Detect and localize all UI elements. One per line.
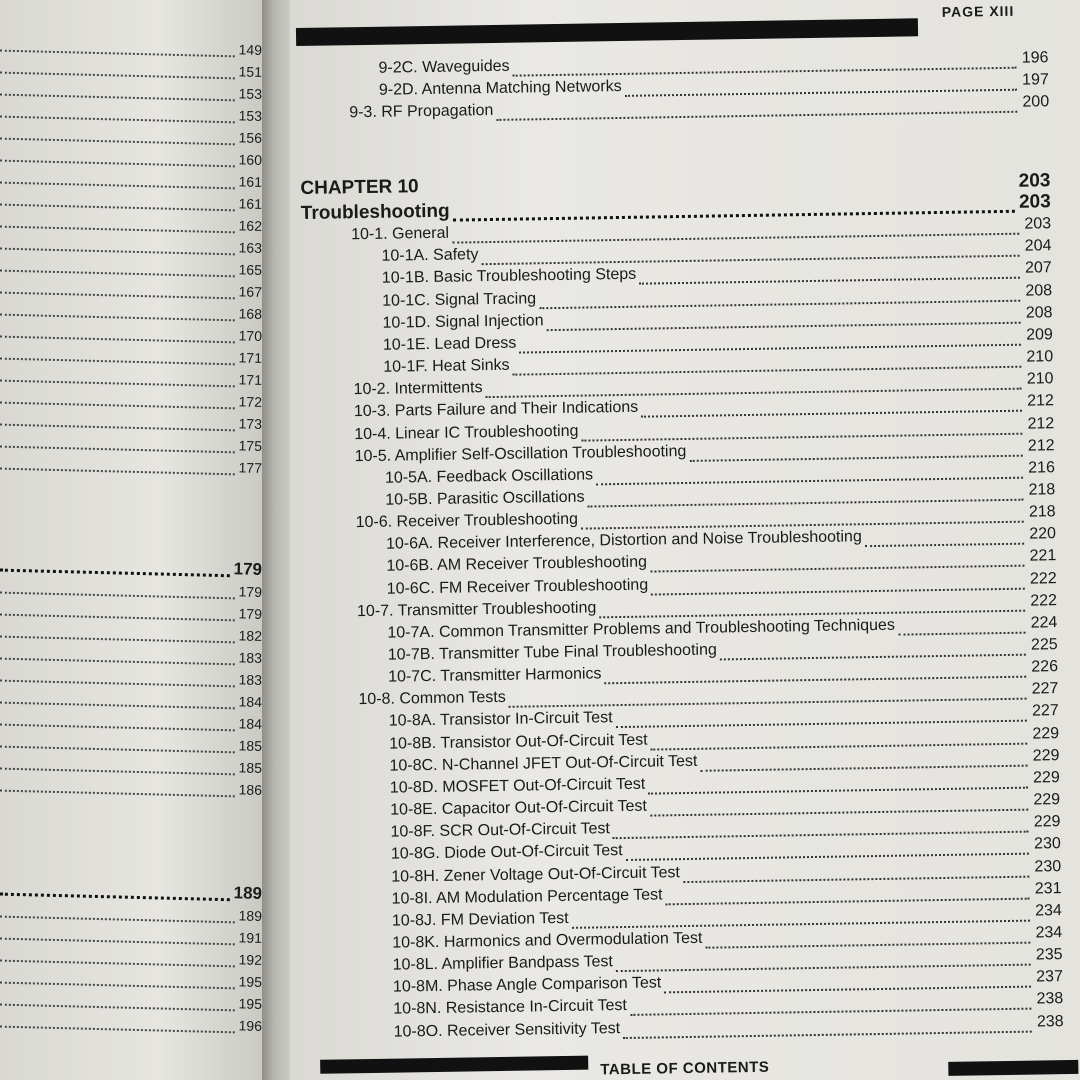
- left-toc-row: [0, 320, 262, 344]
- toc-entry-page: 229: [1033, 791, 1061, 809]
- left-toc-row: [0, 232, 262, 256]
- left-toc-row: [0, 166, 262, 190]
- toc-entry-page: 229: [1032, 769, 1060, 787]
- left-toc-page-number: 195: [238, 973, 263, 990]
- left-toc-row: [0, 298, 262, 322]
- dot-leader: [0, 732, 235, 754]
- left-toc-row: [0, 78, 262, 102]
- toc-entry-page: 212: [1027, 436, 1055, 455]
- dot-leader: [0, 454, 235, 476]
- left-toc-row: [0, 342, 262, 366]
- dot-leader: [0, 388, 235, 410]
- dot-leader: [0, 666, 235, 688]
- toc-entry-title: 10-3. Parts Failure and Their Indications: [353, 399, 639, 421]
- toc-entry-page: 212: [1027, 392, 1054, 410]
- left-toc-page-number: 175: [238, 437, 263, 454]
- left-toc-row: [0, 664, 262, 688]
- toc-entry-page: 222: [1030, 591, 1058, 610]
- left-toc-row: [0, 598, 262, 622]
- toc-entry-title: 10-1E. Lead Dress: [382, 334, 517, 354]
- left-toc-page-number: 182: [238, 627, 263, 644]
- dot-leader: [0, 578, 235, 600]
- dot-leader: [0, 58, 235, 80]
- left-toc-page-number: 195: [238, 995, 263, 1012]
- left-toc-row: [0, 730, 262, 754]
- left-toc-row: [0, 774, 262, 798]
- toc-entry-title: 10-8B. Transistor Out-Of-Circuit Test: [389, 731, 648, 753]
- left-toc-page-number: 171: [238, 349, 263, 366]
- dot-leader: [0, 36, 235, 58]
- dot-leader: [0, 278, 235, 300]
- left-toc-page-number: 153: [238, 85, 263, 102]
- toc-entry-page: 227: [1031, 680, 1059, 698]
- toc-entry-title: 10-8A. Transistor In-Circuit Test: [388, 709, 613, 731]
- left-toc-page-number: 161: [238, 195, 263, 212]
- dot-leader: [0, 168, 235, 190]
- toc-entry-page: 204: [1024, 237, 1052, 255]
- toc-entry-title: 10-8G. Diode Out-Of-Circuit Test: [390, 842, 623, 864]
- left-toc-row: [0, 922, 262, 946]
- toc-entry-page: 222: [1029, 569, 1057, 588]
- left-toc-row: [0, 188, 262, 212]
- toc-entry-title: 10-8O. Receiver Sensitivity Test: [393, 1019, 621, 1041]
- left-toc-row: [0, 144, 262, 168]
- left-toc-page-number: 185: [238, 737, 263, 754]
- left-toc-page-number: 186: [238, 781, 263, 798]
- left-toc-row: [0, 988, 262, 1012]
- dot-leader: [0, 432, 235, 454]
- toc-entry-page: 203: [1018, 191, 1051, 213]
- left-toc-page-number: 184: [238, 693, 263, 710]
- toc-entry-title: 10-1D. Signal Injection: [382, 311, 544, 332]
- left-toc-page-number: 171: [238, 371, 263, 388]
- left-toc-row: [0, 386, 262, 410]
- left-toc-row: [0, 554, 262, 578]
- toc-entry-title: 10-8. Common Tests: [358, 689, 506, 709]
- toc-entry-title: 10-5. Amplifier Self-Oscillation Troubleshooting: [354, 442, 687, 465]
- left-toc-row: [0, 34, 262, 58]
- toc-entry-title: 10-8N. Resistance In-Circuit Test: [393, 997, 628, 1019]
- toc-entry-title: 10-6. Receiver Troubleshooting: [355, 510, 579, 532]
- dot-leader: [0, 990, 235, 1012]
- left-toc-page-number: 162: [238, 217, 263, 234]
- toc-entry-title: 10-2. Intermittents: [353, 379, 483, 399]
- left-toc-row: [0, 642, 262, 666]
- dot-leader: [0, 190, 235, 212]
- page-number-label: PAGE XIII: [941, 2, 1015, 20]
- left-toc-page-number: 183: [238, 649, 263, 666]
- dot-leader: [0, 644, 235, 666]
- footer-bar-left: [320, 1056, 588, 1074]
- left-toc-page-number: 183: [238, 671, 263, 688]
- left-toc-page-number: 172: [238, 393, 263, 410]
- left-toc-row: [0, 878, 262, 902]
- left-toc-page-number: 184: [238, 715, 263, 732]
- toc-entry-page: 225: [1030, 636, 1058, 654]
- left-toc-row: [0, 752, 262, 776]
- toc-entry-page: 230: [1034, 857, 1062, 876]
- left-toc-page-number: 165: [238, 261, 263, 278]
- dot-leader: [623, 1014, 1032, 1038]
- toc-entry-title: 10-5A. Feedback Oscillations: [384, 466, 594, 487]
- toc-entry-title: 10-8J. FM Deviation Test: [391, 909, 569, 930]
- toc-entry-title: 10-4. Linear IC Troubleshooting: [354, 422, 579, 443]
- left-toc-row: [0, 944, 262, 968]
- dot-leader: [0, 234, 235, 256]
- dot-leader: [0, 879, 230, 902]
- left-toc-page-number: 192: [238, 951, 263, 968]
- toc-entry-page: 218: [1028, 481, 1056, 499]
- left-toc-row: [0, 1010, 262, 1034]
- left-toc-page-number: 170: [238, 327, 263, 344]
- dot-leader: [496, 95, 1017, 121]
- dot-leader: [0, 688, 235, 710]
- toc-entry-page: 209: [1025, 326, 1053, 344]
- left-toc-page-number: 173: [238, 415, 263, 432]
- dot-leader: [0, 124, 235, 146]
- toc-entry-page: 200: [1022, 93, 1050, 111]
- footer-bar-right: [948, 1060, 1078, 1076]
- dot-leader: [0, 946, 235, 968]
- left-toc-page-number: 161: [238, 173, 263, 190]
- left-toc-page-number: 177: [238, 459, 263, 476]
- dot-leader: [0, 902, 235, 924]
- left-toc-row: [0, 254, 262, 278]
- dot-leader: [0, 710, 235, 732]
- left-toc-page-number: 156: [238, 129, 263, 146]
- left-toc-page-number: 153: [238, 107, 263, 124]
- left-toc-row: [0, 430, 262, 454]
- left-toc-page-number: 168: [238, 305, 263, 322]
- left-toc-row: [0, 122, 262, 146]
- toc-entry-page: 207: [1024, 259, 1052, 278]
- dot-leader: [898, 616, 1026, 636]
- toc-entry-title: 10-7A. Common Transmitter Problems and Troubleshooting Techniques: [387, 616, 896, 642]
- chapter-page-number: 203: [1018, 170, 1051, 192]
- toc-entry-title: 10-1C. Signal Tracing: [382, 289, 537, 310]
- left-toc-page-number: 179: [233, 559, 263, 579]
- toc-entry-title: 10-8E. Capacitor Out-Of-Circuit Test: [390, 797, 647, 819]
- toc-entry-page: 218: [1028, 503, 1056, 521]
- toc-entry-page: 208: [1025, 281, 1053, 300]
- toc-entry-title: Troubleshooting: [300, 200, 450, 224]
- left-toc-page-number: 189: [238, 907, 263, 924]
- toc-entry-page: 210: [1026, 370, 1054, 388]
- toc-entry-page: 227: [1031, 702, 1059, 721]
- toc-entry-title: 9-2D. Antenna Matching Networks: [378, 77, 622, 99]
- toc-entry-page: 229: [1032, 724, 1060, 743]
- left-toc-row: [0, 210, 262, 234]
- left-toc-row: [0, 276, 262, 300]
- toc-entry-page: 231: [1034, 879, 1062, 898]
- toc-entry-page: 197: [1021, 71, 1049, 89]
- toc-entry-title: 10-8L. Amplifier Bandpass Test: [392, 953, 614, 974]
- toc-entry-title: 10-8K. Harmonics and Overmodulation Test: [392, 929, 703, 952]
- toc-entry-page: 234: [1035, 901, 1062, 920]
- left-toc-page-number: 151: [238, 63, 263, 80]
- dot-leader: [0, 924, 235, 946]
- header-bar: [296, 18, 918, 46]
- toc-entry-title: 10-7. Transmitter Troubleshooting: [356, 599, 597, 620]
- left-toc-row: [0, 966, 262, 990]
- toc-entry-page: 229: [1033, 813, 1061, 831]
- toc-entry-title: 10-1A. Safety: [381, 246, 479, 266]
- toc-entry-title: 10-8F. SCR Out-Of-Circuit Test: [390, 820, 610, 841]
- left-toc-row: [0, 408, 262, 432]
- dot-leader: [0, 754, 235, 776]
- left-toc-page-number: 196: [238, 1017, 263, 1034]
- toc-entry-title: 10-8H. Zener Voltage Out-Of-Circuit Test: [391, 863, 681, 886]
- left-toc-row: [0, 620, 262, 644]
- toc-entry-title: 9-2C. Waveguides: [378, 57, 510, 77]
- left-toc-page-number: 179: [238, 583, 263, 600]
- toc-entry-page: 238: [1036, 990, 1064, 1008]
- toc-entry-title: 10-1B. Basic Troubleshooting Steps: [381, 266, 637, 288]
- toc-entry-page: 196: [1021, 49, 1049, 67]
- toc-entry-title: 10-6A. Receiver Interference, Distortion and Noise Troubleshooting: [385, 528, 862, 553]
- dot-leader: [0, 300, 235, 322]
- right-page: [290, 0, 1080, 1080]
- dot-leader: [0, 102, 235, 124]
- toc-entry-title: 10-6C. FM Receiver Troubleshooting: [386, 576, 649, 598]
- dot-leader: [0, 146, 235, 168]
- toc-entry-title: 9-3. RF Propagation: [349, 101, 494, 122]
- dot-leader: [0, 80, 235, 102]
- dot-leader: [0, 212, 235, 234]
- toc-entry-title: 10-1F. Heat Sinks: [383, 356, 510, 376]
- footer-label: TABLE OF CONTENTS: [600, 1058, 770, 1079]
- dot-leader: [865, 527, 1024, 547]
- dot-leader: [0, 410, 235, 432]
- dot-leader: [0, 622, 235, 644]
- toc-entry-page: 203: [1024, 215, 1052, 233]
- toc-entry-page: 238: [1036, 1012, 1064, 1031]
- toc-entry-title: 10-5B. Parasitic Oscillations: [385, 488, 585, 509]
- left-toc-page-number: 185: [238, 759, 263, 776]
- dot-leader: [0, 1012, 235, 1034]
- left-toc-page-number: 179: [238, 605, 263, 622]
- toc-entry-page: 226: [1031, 658, 1059, 676]
- left-toc-row: [0, 364, 262, 388]
- dot-leader: [0, 322, 235, 344]
- toc-entry-page: 237: [1036, 968, 1064, 986]
- toc-entry-title: 10-6B. AM Receiver Troubleshooting: [386, 553, 648, 576]
- toc-entry-page: 229: [1032, 746, 1060, 765]
- toc-entry-page: 216: [1028, 458, 1056, 477]
- toc-entry-title: 10-7C. Transmitter Harmonics: [387, 665, 602, 686]
- toc-entry-page: 220: [1029, 525, 1057, 543]
- dot-leader: [0, 344, 235, 366]
- left-toc-page-number: 189: [233, 883, 263, 903]
- left-toc-page-number: 160: [238, 151, 263, 168]
- dot-leader: [0, 256, 235, 278]
- left-toc-row: [0, 56, 262, 80]
- dot-leader: [0, 968, 235, 990]
- left-toc-page-number: 149: [238, 41, 263, 58]
- toc-entry-page: 224: [1030, 614, 1058, 632]
- left-toc-row: [0, 900, 262, 924]
- dot-leader: [0, 600, 235, 622]
- dot-leader: [0, 366, 235, 388]
- left-toc-page-number: 167: [238, 283, 263, 300]
- chapter-label: CHAPTER 10: [300, 176, 419, 199]
- toc-entry-page: 221: [1029, 547, 1057, 565]
- toc-entry-title: 10-8C. N-Channel JFET Out-Of-Circuit Test: [389, 752, 698, 775]
- left-toc-row: [0, 452, 262, 476]
- left-toc-page-number: 191: [238, 929, 263, 946]
- toc-entry-title: 10-8D. MOSFET Out-Of-Circuit Test: [389, 775, 646, 797]
- toc-entry-page: 210: [1026, 348, 1054, 366]
- toc-entry-title: 10-8I. AM Modulation Percentage Test: [391, 886, 663, 908]
- toc-entry-title: 10-8M. Phase Angle Comparison Test: [392, 974, 662, 996]
- left-toc-row: [0, 100, 262, 124]
- toc-entry-page: 230: [1033, 835, 1061, 853]
- toc-entry-page: 208: [1025, 303, 1053, 322]
- left-toc-row: [0, 576, 262, 600]
- left-toc-row: [0, 686, 262, 710]
- toc-entry-page: 212: [1027, 414, 1055, 433]
- left-page: [0, 0, 268, 1080]
- toc-entry-title: 10-1. General: [351, 224, 450, 244]
- left-toc-page-number: 163: [238, 239, 263, 256]
- dot-leader: [0, 776, 235, 798]
- left-toc-row: [0, 708, 262, 732]
- toc-entry-title: 10-7B. Transmitter Tube Final Troubleshooting: [387, 641, 717, 664]
- toc-entry-page: 235: [1035, 946, 1063, 964]
- toc-entry-page: 234: [1035, 924, 1063, 942]
- dot-leader: [0, 555, 230, 578]
